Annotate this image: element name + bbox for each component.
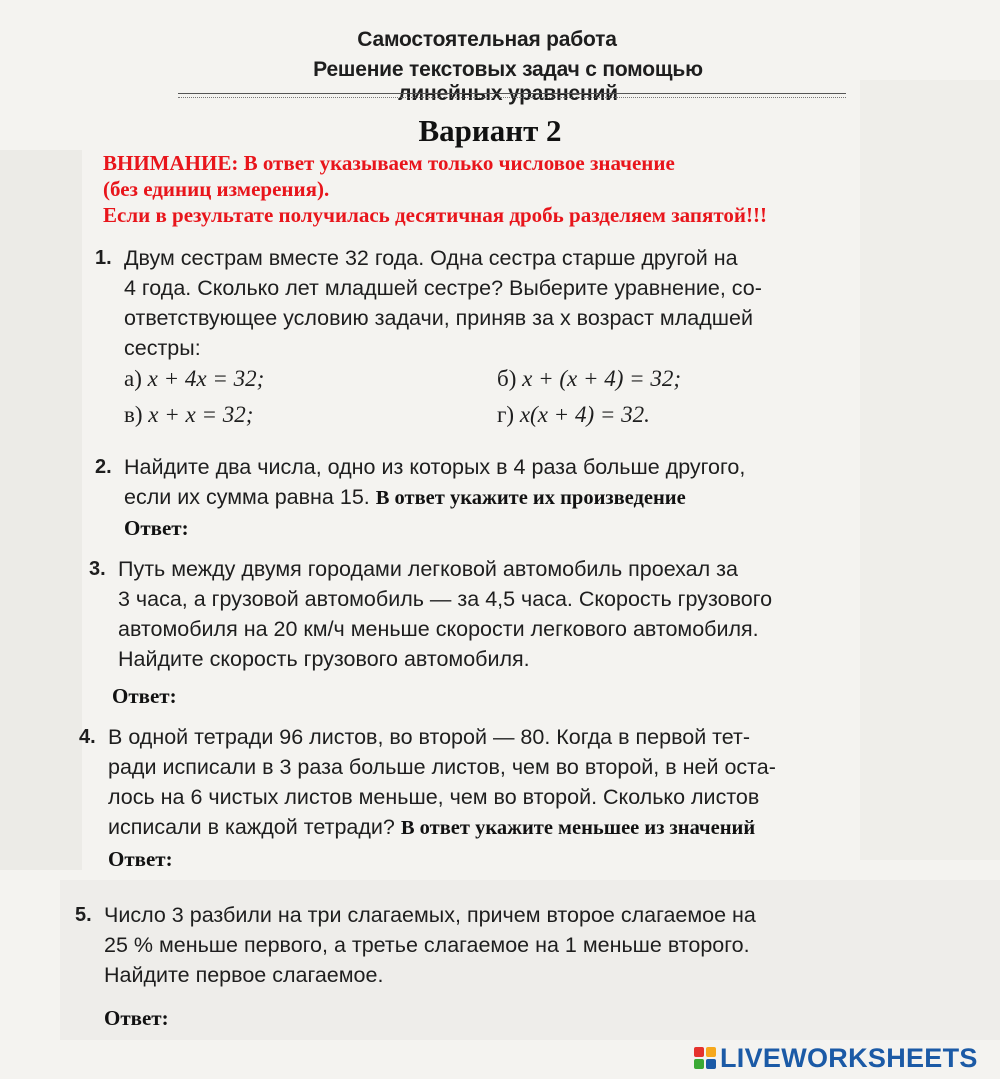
task-text-line: 4 года. Сколько лет младшей сестре? Выберите уравнение, со-: [124, 276, 762, 300]
task-text-line: 3 часа, а грузовой автомобиль — за 4,5 часа. Скорость грузового: [118, 587, 773, 611]
option-label: а): [124, 366, 142, 391]
task-text-line: лось на 6 чистых листов меньше, чем во второй. Сколько листов: [108, 785, 760, 809]
worksheet-subtitle: Решение текстовых задач с помощью линейных уравнений: [313, 58, 703, 105]
option-equation: x + 4x = 32;: [147, 366, 265, 391]
option-b[interactable]: [497, 366, 681, 392]
notice-block: [103, 150, 767, 228]
notice-line: (без единиц измерения).: [103, 177, 330, 201]
task-text-line: Двум сестрам вместе 32 года. Одна сестра старше другой на: [124, 246, 738, 270]
task-text-line: Найдите два числа, одно из которых в 4 раза больше другого,: [124, 455, 746, 479]
scan-shadow-right: [860, 80, 1000, 860]
task-text-line: сестры:: [124, 336, 201, 360]
option-label: б): [497, 366, 517, 391]
task-text-line: 25 % меньше первого, а третье слагаемое на 1 меньше второго.: [104, 933, 750, 957]
task-5: [75, 900, 756, 990]
answer-label-2: Ответ:: [124, 516, 189, 540]
variant-heading: Вариант 2: [418, 113, 562, 148]
task-text-fragment: если их сумма равна 15.: [124, 485, 370, 509]
header-divider: [178, 93, 846, 98]
task-number: 1.: [95, 247, 112, 269]
answer-label-3: Ответ:: [112, 684, 177, 708]
answer-label-4: Ответ:: [108, 847, 173, 871]
liveworksheets-watermark: [694, 1043, 978, 1073]
scan-shadow-left: [0, 150, 82, 870]
option-label: в): [124, 402, 143, 427]
option-g[interactable]: [497, 402, 650, 428]
task-instruction: В ответ укажите их произведение: [375, 487, 686, 509]
task-text-line: Найдите первое слагаемое.: [104, 963, 384, 987]
option-a[interactable]: [124, 366, 264, 392]
task-text-line: Путь между двумя городами легковой автомобиль проехал за: [118, 557, 738, 581]
task-text-line: [124, 482, 745, 513]
option-label: г): [497, 402, 515, 427]
task-text-line: [108, 812, 776, 843]
option-equation: x(x + 4) = 32.: [519, 402, 650, 427]
notice-line: ВНИМАНИЕ: В ответ указываем только числовое значение: [103, 151, 675, 175]
task-text-line: В одной тетради 96 листов, во второй — 80. Когда в первой тет-: [108, 725, 751, 749]
task-number: 4.: [79, 726, 96, 748]
option-equation: x + x = 32;: [148, 402, 254, 427]
task-number: 3.: [89, 558, 106, 580]
task-text-line: ответствующее условию задачи, приняв за x возраст младшей: [124, 306, 753, 330]
notice-line: Если в результате получилась десятичная дробь разделяем запятой!!!: [103, 203, 767, 227]
watermark-text: LIVEWORKSHEETS: [720, 1042, 978, 1073]
task-text-line: Найдите скорость грузового автомобиля.: [118, 647, 530, 671]
task-number: 5.: [75, 904, 92, 926]
task-text-line: Число 3 разбили на три слагаемых, причем второе слагаемое на: [104, 903, 756, 927]
task-text-line: ради исписали в 3 раза больше листов, чем во второй, в ней оста-: [108, 755, 776, 779]
answer-label-5: Ответ:: [104, 1006, 169, 1030]
task-4: [79, 722, 776, 843]
task-instruction: В ответ укажите меньшее из значений: [400, 817, 756, 839]
worksheet-title: Самостоятельная работа: [357, 28, 617, 51]
task-text-line: автомобиля на 20 км/ч меньше скорости легкового автомобиля.: [118, 617, 759, 641]
liveworksheets-logo-icon: [694, 1047, 716, 1069]
task-text-fragment: исписали в каждой тетради?: [108, 815, 395, 839]
option-v[interactable]: [124, 402, 253, 428]
task-3: [89, 554, 773, 674]
task-2: [95, 452, 746, 513]
option-equation: x + (x + 4) = 32;: [522, 366, 682, 391]
task-1: [95, 243, 762, 363]
task-number: 2.: [95, 456, 112, 478]
